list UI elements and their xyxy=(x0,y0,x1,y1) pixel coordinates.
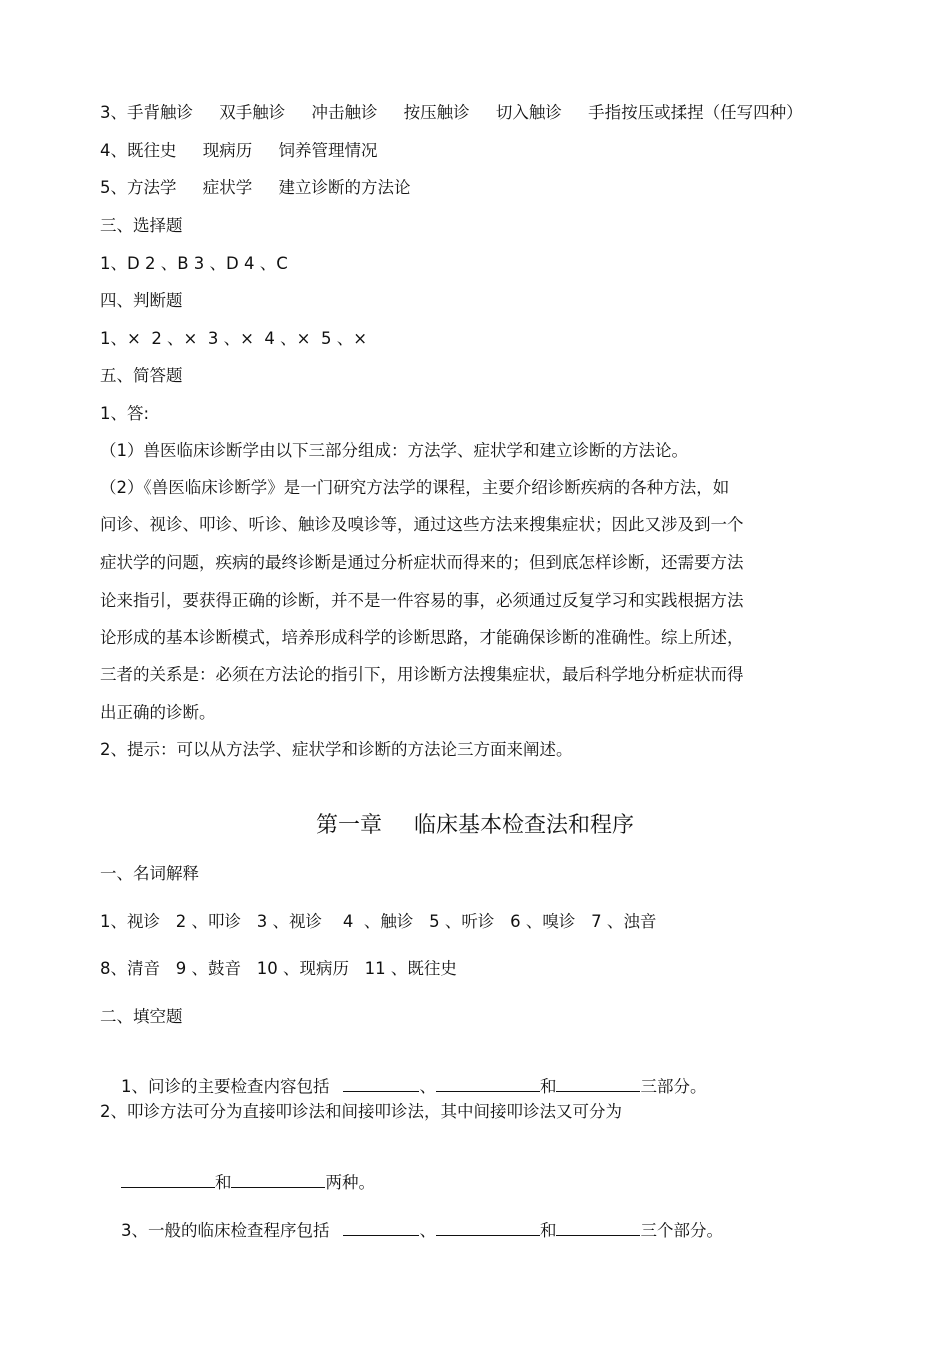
answer-blank xyxy=(436,1075,540,1092)
chapter-title xyxy=(0,812,950,840)
paragraph-line: 问诊、视诊、叩诊、听诊、触诊及嗅诊等，通过这些方法来搜集症状；因此又涉及到一个 xyxy=(100,515,744,534)
paragraph-line: 症状学的问题，疾病的最终诊断是通过分析症状而得来的；但到底怎样诊断，还需要方法 xyxy=(100,553,744,572)
question-text: 两种。 xyxy=(325,1173,375,1192)
paragraph-line: （1）兽医临床诊断学由以下三部分组成：方法学、症状学和建立诊断的方法论。 xyxy=(100,441,688,460)
section-heading: 一、名词解释 xyxy=(100,864,199,883)
section-heading: 五、简答题 xyxy=(100,366,183,385)
terms-line: 1、视诊 2 、叩诊 3 、视诊 4 、触诊 5 、听诊 6 、嗅诊 7 、浊音 xyxy=(100,912,657,931)
chapter-name: 临床基本检查法和程序 xyxy=(414,813,635,838)
answer-line: 2、提示：可以从方法学、症状学和诊断的方法论三方面来阐述。 xyxy=(100,740,573,759)
answer-line: 3、手背触诊 双手触诊 冲击触诊 按压触诊 切入触诊 手指按压或揉捏（任写四种） xyxy=(100,103,803,122)
answer-line: 1、答: xyxy=(100,404,150,423)
fill-question-2: 2、叩诊方法可分为直接叩诊法和间接叩诊法，其中间接叩诊法又可分为 xyxy=(100,1102,622,1121)
separator: 和 xyxy=(214,1173,232,1192)
fill-question-3 xyxy=(100,1197,723,1264)
answer-blank xyxy=(343,1075,419,1092)
section-heading: 二、填空题 xyxy=(100,1007,183,1026)
paragraph-line: 三者的关系是：必须在方法论的指引下，用诊断方法搜集症状，最后科学地分析症状而得 xyxy=(100,665,744,684)
question-text: 3、一般的临床检查程序包括 xyxy=(120,1221,330,1240)
question-text: 1、问诊的主要检查内容包括 xyxy=(120,1077,330,1096)
answer-line: 1、D 2 、B 3 、D 4 、C xyxy=(100,254,288,273)
answer-line: 4、既往史 现病历 饲养管理情况 xyxy=(100,141,378,160)
question-text: 三个部分。 xyxy=(640,1221,723,1240)
paragraph-line: （2）《兽医临床诊断学》是一门研究方法学的课程，主要介绍诊断疾病的各种方法，如 xyxy=(100,478,730,497)
answer-blank xyxy=(556,1075,640,1092)
separator: 和 xyxy=(539,1221,557,1240)
answer-line: 5、方法学 症状学 建立诊断的方法论 xyxy=(100,178,411,197)
answer-blank xyxy=(343,1219,419,1236)
answer-blank xyxy=(231,1171,325,1188)
section-heading: 四、判断题 xyxy=(100,291,183,310)
section-heading: 三、选择题 xyxy=(100,216,183,235)
chapter-number: 第一章 xyxy=(315,813,382,838)
terms-line: 8、清音 9 、鼓音 10 、现病历 11 、既往史 xyxy=(100,959,457,978)
separator: 、 xyxy=(419,1221,436,1240)
paragraph-line: 论来指引，要获得正确的诊断，并不是一件容易的事，必须通过反复学习和实践根据方法 xyxy=(100,591,744,610)
question-text: 三部分。 xyxy=(640,1077,707,1096)
paragraph-line: 论形成的基本诊断模式，培养形成科学的诊断思路，才能确保诊断的准确性。综上所述， xyxy=(100,628,744,647)
answer-blank xyxy=(436,1219,540,1236)
answer-line: 1、× 2 、× 3 、× 4 、× 5 、× xyxy=(100,329,368,348)
separator: 、 xyxy=(419,1077,436,1096)
answer-blank xyxy=(556,1219,640,1236)
separator: 和 xyxy=(539,1077,557,1096)
answer-blank xyxy=(121,1171,215,1188)
paragraph-line: 出正确的诊断。 xyxy=(100,703,216,722)
